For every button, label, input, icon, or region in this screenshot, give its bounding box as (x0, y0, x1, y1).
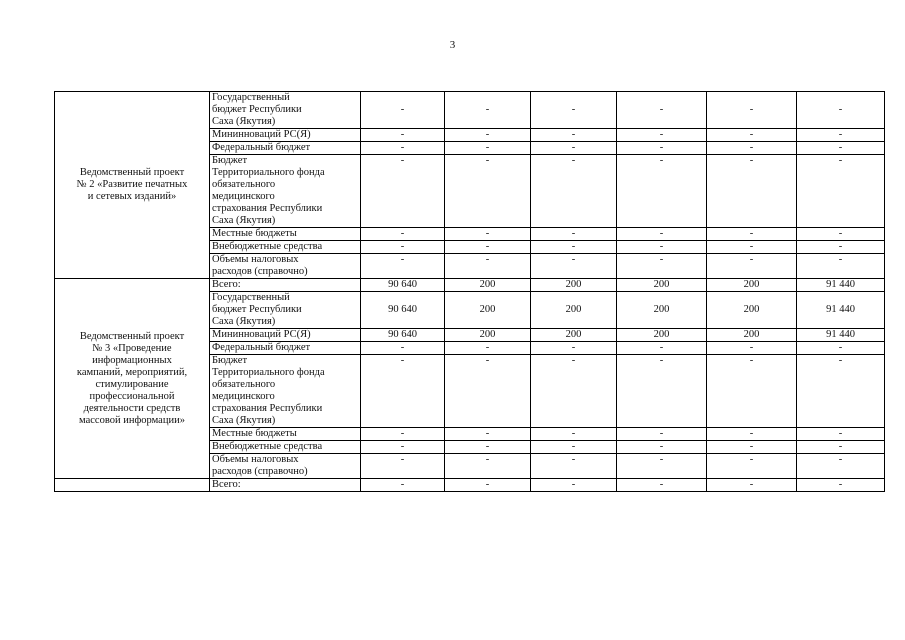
funding-table (54, 91, 885, 492)
value-cell: - (617, 441, 707, 454)
value-cell: - (531, 129, 617, 142)
value-cell: - (617, 428, 707, 441)
value-cell: - (617, 92, 707, 129)
value-cell: 200 (707, 292, 797, 329)
funding-source-cell (210, 241, 361, 254)
value-cell: - (531, 454, 617, 479)
value-cell: - (707, 129, 797, 142)
value-cell: - (707, 241, 797, 254)
project-name-cell (55, 479, 210, 492)
value-cell: - (707, 254, 797, 279)
funding-source-line: Объемы налоговых (212, 454, 299, 465)
funding-source-line: медицинского (212, 391, 275, 402)
project-name-line: Ведомственный проект (79, 330, 185, 342)
value-cell: - (445, 479, 531, 492)
value-cell: - (445, 454, 531, 479)
funding-source-cell (210, 279, 361, 292)
value-cell: - (531, 342, 617, 355)
funding-source-line: Территориального фонда (212, 367, 325, 378)
funding-source-line: страхования Республики (212, 203, 323, 214)
value-cell: - (617, 355, 707, 428)
funding-source-line: Внебюджетные средства (212, 241, 323, 252)
value-cell: - (531, 241, 617, 254)
value-cell: - (617, 342, 707, 355)
value-cell: - (445, 441, 531, 454)
value-cell: - (445, 254, 531, 279)
project-name-line: № 3 «Проведение (92, 342, 172, 354)
value-cell: - (361, 479, 445, 492)
funding-source-cell (210, 142, 361, 155)
value-cell: - (797, 428, 885, 441)
value-cell: - (361, 254, 445, 279)
value-cell: - (797, 129, 885, 142)
funding-source-line: Бюджет (212, 355, 248, 366)
funding-source-cell (210, 479, 361, 492)
value-cell: - (707, 454, 797, 479)
funding-source-cell (210, 228, 361, 241)
value-cell: - (361, 241, 445, 254)
value-cell: 200 (531, 329, 617, 342)
value-cell: - (531, 441, 617, 454)
value-cell: - (797, 254, 885, 279)
funding-source-cell (210, 254, 361, 279)
value-cell: - (617, 241, 707, 254)
funding-source-cell (210, 428, 361, 441)
value-cell: 200 (531, 292, 617, 329)
funding-source-line: Всего: (212, 479, 241, 490)
funding-source-line: Государственный (212, 92, 290, 103)
project-name-line: профессиональной (89, 390, 175, 402)
funding-source-line: Саха (Якутия) (212, 316, 276, 327)
funding-source-line: Мининноваций РС(Я) (212, 329, 311, 340)
value-cell: - (445, 129, 531, 142)
value-cell: - (707, 355, 797, 428)
funding-source-cell (210, 454, 361, 479)
project-name-line: и сетевых изданий» (87, 191, 177, 202)
funding-source-line: Мининноваций РС(Я) (212, 129, 311, 140)
funding-source-line: Внебюджетные средства (212, 441, 323, 452)
value-cell: - (361, 155, 445, 228)
funding-source-line: обязательного (212, 379, 276, 390)
funding-source-line: Саха (Якутия) (212, 415, 276, 426)
value-cell: 90 640 (361, 292, 445, 329)
value-cell: - (531, 155, 617, 228)
value-cell: - (617, 479, 707, 492)
funding-source-line: страхования Республики (212, 403, 323, 414)
project-name-line: кампаний, мероприятий, (76, 366, 188, 378)
funding-source-cell (210, 342, 361, 355)
value-cell: - (531, 142, 617, 155)
page-number: 3 (449, 39, 456, 51)
value-cell: - (797, 355, 885, 428)
value-cell: - (531, 254, 617, 279)
project-name-line: Ведомственный проект (79, 167, 185, 178)
funding-source-line: медицинского (212, 191, 275, 202)
value-cell: - (445, 355, 531, 428)
value-cell: - (531, 92, 617, 129)
value-cell: - (531, 355, 617, 428)
funding-source-line: Всего: (212, 279, 241, 290)
funding-source-cell (210, 292, 361, 329)
value-cell: - (707, 441, 797, 454)
value-cell: - (445, 342, 531, 355)
value-cell: - (617, 155, 707, 228)
value-cell: - (445, 228, 531, 241)
value-cell: - (707, 142, 797, 155)
value-cell: 200 (617, 292, 707, 329)
value-cell: - (361, 342, 445, 355)
value-cell: - (445, 241, 531, 254)
funding-source-line: Федеральный бюджет (212, 142, 311, 153)
value-cell: - (361, 355, 445, 428)
funding-source-cell (210, 129, 361, 142)
funding-source-cell (210, 441, 361, 454)
value-cell: - (617, 254, 707, 279)
value-cell: - (531, 479, 617, 492)
value-cell: - (797, 92, 885, 129)
value-cell: - (617, 129, 707, 142)
funding-source-line: Местные бюджеты (212, 228, 297, 239)
value-cell: - (797, 479, 885, 492)
value-cell: 200 (617, 279, 707, 292)
table-row (55, 279, 885, 292)
project-name-cell (55, 279, 210, 479)
value-cell: - (797, 142, 885, 155)
project-name-line: массовой информации» (79, 414, 185, 426)
value-cell: - (445, 428, 531, 441)
value-cell: - (617, 454, 707, 479)
value-cell: - (617, 142, 707, 155)
value-cell: - (361, 129, 445, 142)
funding-source-line: обязательного (212, 179, 276, 190)
project-name-line: информационных (92, 354, 172, 366)
table-row (55, 92, 885, 129)
value-cell: 90 640 (361, 279, 445, 292)
value-cell: - (797, 454, 885, 479)
value-cell: - (797, 241, 885, 254)
value-cell: - (445, 92, 531, 129)
funding-source-cell (210, 355, 361, 428)
value-cell: - (445, 155, 531, 228)
value-cell: - (797, 441, 885, 454)
project-name-line: деятельности средств (83, 402, 181, 414)
value-cell: 200 (707, 279, 797, 292)
value-cell: - (361, 228, 445, 241)
funding-source-cell (210, 155, 361, 228)
funding-source-line: бюджет Республики (212, 104, 302, 115)
funding-source-line: Местные бюджеты (212, 428, 297, 439)
value-cell: - (445, 142, 531, 155)
funding-source-cell (210, 329, 361, 342)
value-cell: - (707, 92, 797, 129)
funding-source-line: Государственный (212, 292, 290, 303)
value-cell: - (707, 428, 797, 441)
value-cell: - (797, 342, 885, 355)
value-cell: - (531, 428, 617, 441)
value-cell: - (617, 228, 707, 241)
funding-source-line: расходов (справочно) (212, 466, 308, 477)
value-cell: - (361, 92, 445, 129)
value-cell: 91 440 (797, 292, 885, 329)
value-cell: - (707, 342, 797, 355)
value-cell: 200 (617, 329, 707, 342)
funding-source-line: Объемы налоговых (212, 254, 299, 265)
value-cell: - (361, 441, 445, 454)
value-cell: - (707, 155, 797, 228)
value-cell: 200 (445, 292, 531, 329)
value-cell: 91 440 (797, 329, 885, 342)
value-cell: 200 (445, 329, 531, 342)
value-cell: - (707, 479, 797, 492)
value-cell: - (361, 142, 445, 155)
funding-source-line: расходов (справочно) (212, 266, 308, 277)
funding-source-line: Саха (Якутия) (212, 215, 276, 226)
value-cell: 200 (445, 279, 531, 292)
value-cell: 200 (531, 279, 617, 292)
value-cell: - (361, 454, 445, 479)
value-cell: - (707, 228, 797, 241)
value-cell: 91 440 (797, 279, 885, 292)
table-row (55, 479, 885, 492)
funding-source-cell (210, 92, 361, 129)
funding-source-line: Бюджет (212, 155, 248, 166)
project-name-line: стимулирование (95, 378, 169, 390)
funding-source-line: бюджет Республики (212, 304, 302, 315)
project-name-line: № 2 «Развитие печатных (76, 179, 188, 190)
project-name-cell (55, 92, 210, 279)
value-cell: - (797, 155, 885, 228)
funding-source-line: Территориального фонда (212, 167, 325, 178)
value-cell: 90 640 (361, 329, 445, 342)
value-cell: - (361, 428, 445, 441)
funding-source-line: Саха (Якутия) (212, 116, 276, 127)
value-cell: - (531, 228, 617, 241)
value-cell: 200 (707, 329, 797, 342)
value-cell: - (797, 228, 885, 241)
funding-source-line: Федеральный бюджет (212, 342, 311, 353)
